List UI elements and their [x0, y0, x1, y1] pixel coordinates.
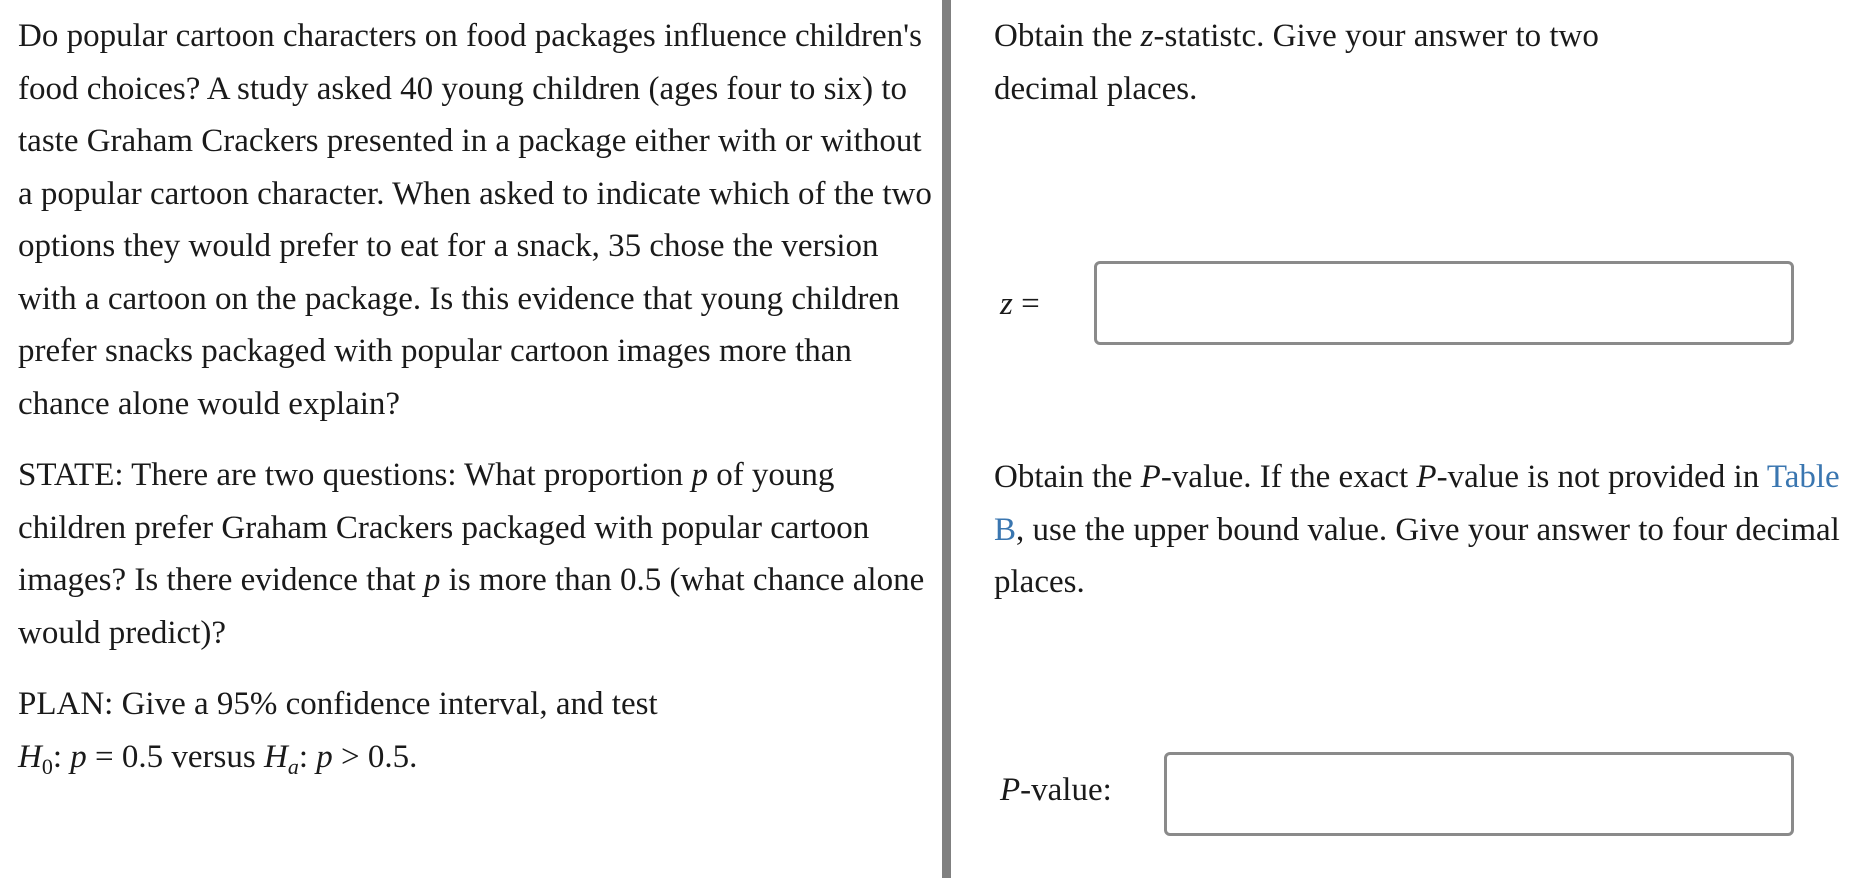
problem-intro: Do popular cartoon characters on food packages influence children's food choices? A study asked 40 young children (ages four to six) to taste Graham Crackers presented in a package either with or without a popular cartoon character. When asked to indicate which of the two options they would prefer to eat for a snack, 35 chose the version with a cartoon on the package. Is this evidence that young children prefer snacks packaged with popular cartoon images more than chance alone would explain?	[18, 18, 932, 422]
state-tail: is more than 0.5 (what chance alone would predict)?	[18, 562, 925, 651]
ha-letter: H	[263, 738, 288, 775]
p-question-tail: , use the upper bound value. Give your answer to four decimal places.	[994, 511, 1840, 600]
h0-p: p	[70, 738, 87, 775]
ha-subscript: a	[287, 753, 299, 779]
z-input-label	[1000, 278, 1040, 330]
answer-pane	[951, 0, 1864, 878]
alternative-hypothesis	[263, 738, 418, 779]
h0-subscript: 0	[41, 753, 53, 779]
p-question-var2: P	[1416, 459, 1437, 495]
z-question-tail: -statistc. Give your answer to two decimal places.	[994, 18, 1599, 107]
plan-lead: PLAN: Give a 95% confidence interval, and test	[18, 686, 658, 722]
state-paragraph	[18, 449, 940, 659]
z-question-var: z	[1140, 18, 1154, 54]
state-lead: STATE: There are two questions: What proportion	[18, 457, 684, 493]
z-question-lead: Obtain the	[994, 18, 1133, 54]
p-question-mid1: -value. If the exact	[1160, 459, 1409, 495]
ha-relation: > 0.5.	[340, 738, 418, 775]
p-value-input-label	[1000, 764, 1112, 816]
state-var-p: p	[691, 457, 708, 493]
plan-paragraph	[18, 678, 940, 793]
p-value-input[interactable]	[1164, 752, 1794, 836]
p-question-mid2: -value is not provided in	[1436, 459, 1760, 495]
ha-p: p	[316, 738, 333, 775]
p-question-var1: P	[1140, 459, 1161, 495]
p-value-question	[994, 451, 1859, 609]
p-label-tail: -value:	[1020, 772, 1112, 808]
z-label-eq: =	[1021, 286, 1040, 322]
h0-relation: = 0.5	[95, 738, 164, 775]
h0-letter: H	[18, 738, 42, 775]
p-question-lead: Obtain the	[994, 459, 1133, 495]
table-b-link[interactable]: Table B	[994, 459, 1840, 548]
pane-divider[interactable]	[942, 0, 951, 878]
z-question	[994, 10, 1694, 115]
null-hypothesis	[18, 738, 164, 779]
z-question-text	[994, 10, 1694, 115]
p-label-var: P	[1000, 772, 1021, 808]
p-question-text	[994, 451, 1859, 609]
h0-colon: :	[52, 738, 63, 775]
ha-colon: :	[298, 738, 308, 775]
versus-text: versus	[171, 738, 256, 775]
z-statistic-input[interactable]	[1094, 261, 1794, 345]
state-var-p2: p	[423, 562, 441, 598]
state-middle: of young children prefer Graham Crackers packaged with popular cartoon images? Is there evidence that	[18, 457, 870, 598]
z-label-var: z	[1000, 286, 1013, 322]
